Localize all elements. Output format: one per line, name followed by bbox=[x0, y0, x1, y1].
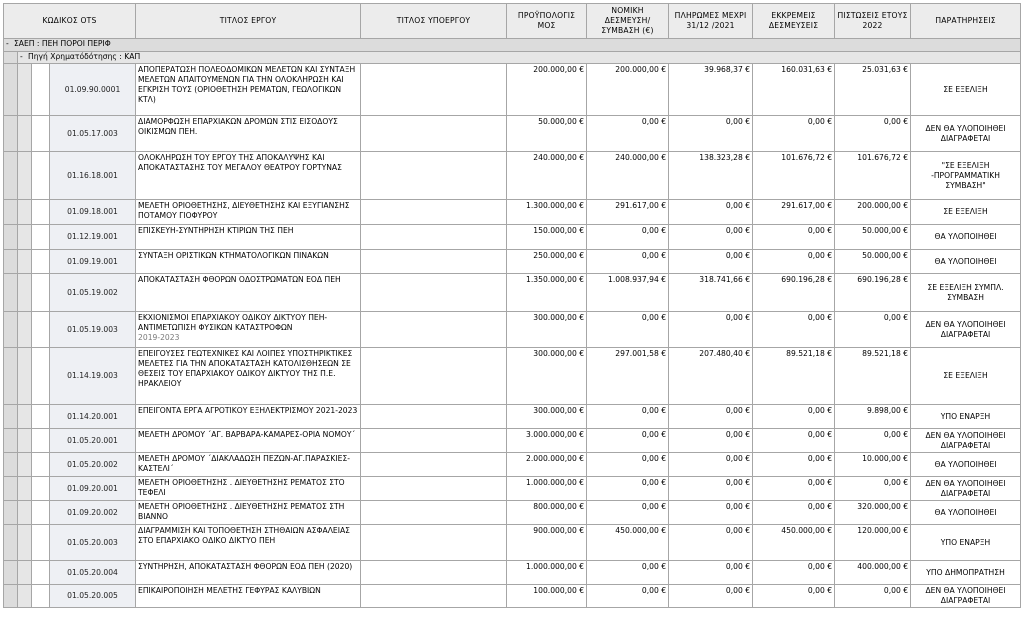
indent-cell bbox=[18, 453, 32, 477]
indent-cell bbox=[4, 405, 18, 429]
indent-cell bbox=[32, 405, 50, 429]
legal-commitment-value: 1.008.937,94 € bbox=[587, 274, 669, 312]
legal-commitment-value: 0,00 € bbox=[587, 250, 669, 274]
project-code: 01.05.19.002 bbox=[50, 274, 136, 312]
credits-value: 50.000,00 € bbox=[835, 250, 911, 274]
credits-value: 0,00 € bbox=[835, 585, 911, 608]
table-row[interactable] bbox=[4, 561, 1021, 585]
project-title-text: ΕΠΕΙΓΟΝΤΑ ΕΡΓΑ ΑΓΡΟΤΙΚΟΥ ΕΞΗΛΕΚΤΡΙΣΜΟΥ 2021-2023 bbox=[138, 406, 358, 415]
table-row[interactable] bbox=[4, 429, 1021, 453]
subproject-title bbox=[361, 64, 507, 116]
header-credits[interactable]: ΠΙΣΤΩΣΕΙΣ ΕΤΟΥΣ 2022 bbox=[835, 4, 911, 39]
subproject-title bbox=[361, 585, 507, 608]
header-subtitle[interactable]: ΤΙΤΛΟΣ ΥΠΟΕΡΓΟΥ bbox=[361, 4, 507, 39]
subproject-title bbox=[361, 453, 507, 477]
project-title-text: ΕΠΙΣΚΕΥΗ-ΣΥΝΤΗΡΗΣΗ ΚΤΙΡΙΩΝ ΤΗΣ ΠΕΗ bbox=[138, 226, 294, 235]
payments-value: 207.480,40 € bbox=[669, 348, 753, 405]
indent-cell bbox=[18, 525, 32, 561]
budget-value: 300.000,00 € bbox=[507, 348, 587, 405]
group-row bbox=[4, 39, 1021, 52]
table-row[interactable] bbox=[4, 64, 1021, 116]
project-title bbox=[136, 561, 361, 585]
project-title bbox=[136, 348, 361, 405]
header-code[interactable]: ΚΩΔΙΚΟΣ ΟΤS bbox=[4, 4, 136, 39]
project-code: 01.09.18.001 bbox=[50, 200, 136, 225]
pending-value: 0,00 € bbox=[753, 250, 835, 274]
indent-cell bbox=[32, 64, 50, 116]
legal-commitment-value: 0,00 € bbox=[587, 561, 669, 585]
project-title-text: ΣΥΝΤΗΡΗΣΗ, ΑΠΟΚΑΤΑΣΤΑΣΗ ΦΘΟΡΩΝ ΕΟΔ ΠΕΗ (2020) bbox=[138, 562, 353, 571]
subproject-title bbox=[361, 200, 507, 225]
project-title-text: ΕΠΙΚΑΙΡΟΠΟΙΗΣΗ ΜΕΛΕΤΗΣ ΓΕΦΥΡΑΣ ΚΑΛΥΒΙΩΝ bbox=[138, 586, 321, 595]
table-row[interactable] bbox=[4, 525, 1021, 561]
indent-cell bbox=[4, 477, 18, 501]
project-title bbox=[136, 225, 361, 250]
credits-value: 400.000,00 € bbox=[835, 561, 911, 585]
project-title-text: ΜΕΛΕΤΗ ΔΡΟΜΟΥ ΄ΔΙΑΚΛΑΔΩΣΗ ΠΕΖΩΝ-ΑΓ.ΠΑΡΑΣΚΙΕΣ-ΚΑΣΤΕΛΙ΄ bbox=[138, 454, 350, 473]
indent-cell bbox=[18, 200, 32, 225]
project-code: 01.16.18.001 bbox=[50, 152, 136, 200]
pending-value: 0,00 € bbox=[753, 585, 835, 608]
indent-cell bbox=[32, 152, 50, 200]
legal-commitment-value: 0,00 € bbox=[587, 405, 669, 429]
project-title bbox=[136, 274, 361, 312]
pending-value: 89.521,18 € bbox=[753, 348, 835, 405]
indent-cell bbox=[4, 225, 18, 250]
notes-value: ΔΕΝ ΘΑ ΥΛΟΠΟΙΗΘΕΙ ΔΙΑΓΡΑΦΕΤΑΙ bbox=[911, 585, 1021, 608]
pending-value: 0,00 € bbox=[753, 477, 835, 501]
indent-cell bbox=[4, 116, 18, 152]
credits-value: 320.000,00 € bbox=[835, 501, 911, 525]
indent-cell bbox=[32, 116, 50, 152]
subproject-title bbox=[361, 152, 507, 200]
group-label: ΣΑΕΠ : ΠΕΗ ΠΟΡΟΙ ΠΕΡΙΦ bbox=[14, 39, 111, 48]
indent-cell bbox=[18, 116, 32, 152]
credits-value: 0,00 € bbox=[835, 429, 911, 453]
payments-value: 0,00 € bbox=[669, 312, 753, 348]
project-code: 01.09.19.001 bbox=[50, 250, 136, 274]
project-code: 01.05.20.004 bbox=[50, 561, 136, 585]
payments-value: 0,00 € bbox=[669, 453, 753, 477]
payments-value: 0,00 € bbox=[669, 585, 753, 608]
project-title bbox=[136, 312, 361, 348]
budget-value: 800.000,00 € bbox=[507, 501, 587, 525]
budget-value: 150.000,00 € bbox=[507, 225, 587, 250]
header-legal-commitment[interactable]: ΝΟΜΙΚΗ ΔΕΣΜΕΥΣΗ/ ΣΥΜΒΑΣΗ (€) bbox=[587, 4, 669, 39]
indent-cell bbox=[32, 250, 50, 274]
project-title bbox=[136, 477, 361, 501]
indent-cell bbox=[32, 585, 50, 608]
credits-value: 89.521,18 € bbox=[835, 348, 911, 405]
notes-value: ΔΕΝ ΘΑ ΥΛΟΠΟΙΗΘΕΙ ΔΙΑΓΡΑΦΕΤΑΙ bbox=[911, 312, 1021, 348]
notes-value: "ΣΕ ΕΞΕΛΙΞΗ -ΠΡΟΓΡΑΜΜΑΤΙΚΗ ΣΥΜΒΑΣΗ" bbox=[911, 152, 1021, 200]
indent-cell bbox=[18, 585, 32, 608]
pending-value: 0,00 € bbox=[753, 116, 835, 152]
project-title bbox=[136, 405, 361, 429]
pending-value: 101.676,72 € bbox=[753, 152, 835, 200]
project-code: 01.05.20.005 bbox=[50, 585, 136, 608]
indent-cell bbox=[32, 477, 50, 501]
indent-cell bbox=[4, 585, 18, 608]
project-title-text: ΑΠΟΚΑΤΑΣΤΑΣΗ ΦΘΟΡΩΝ ΟΔΟΣΤΡΩΜΑΤΩΝ ΕΟΔ ΠΕΗ bbox=[138, 275, 341, 284]
legal-commitment-value: 0,00 € bbox=[587, 116, 669, 152]
subproject-title bbox=[361, 405, 507, 429]
payments-value: 0,00 € bbox=[669, 116, 753, 152]
indent-cell bbox=[4, 348, 18, 405]
header-notes[interactable]: ΠΑΡΑΤΗΡΗΣΕΙΣ bbox=[911, 4, 1021, 39]
indent-cell bbox=[32, 525, 50, 561]
indent-cell bbox=[18, 312, 32, 348]
projects-table bbox=[3, 3, 1021, 608]
table-row[interactable] bbox=[4, 501, 1021, 525]
collapse-group-toggle[interactable]: - bbox=[6, 39, 9, 48]
pending-value: 0,00 € bbox=[753, 453, 835, 477]
indent-cell bbox=[18, 64, 32, 116]
subproject-title bbox=[361, 561, 507, 585]
indent-cell bbox=[4, 561, 18, 585]
indent-cell bbox=[4, 312, 18, 348]
table-row[interactable] bbox=[4, 348, 1021, 405]
credits-value: 0,00 € bbox=[835, 477, 911, 501]
notes-value: ΘΑ ΥΛΟΠΟΙΗΘΕΙ bbox=[911, 501, 1021, 525]
table-row[interactable] bbox=[4, 405, 1021, 429]
budget-value: 300.000,00 € bbox=[507, 312, 587, 348]
payments-value: 0,00 € bbox=[669, 525, 753, 561]
table-row[interactable] bbox=[4, 152, 1021, 200]
legal-commitment-value: 0,00 € bbox=[587, 453, 669, 477]
subgroup-row bbox=[4, 52, 1021, 64]
pending-value: 160.031,63 € bbox=[753, 64, 835, 116]
credits-value: 690.196,28 € bbox=[835, 274, 911, 312]
subproject-title bbox=[361, 225, 507, 250]
indent-cell bbox=[32, 561, 50, 585]
indent-cell bbox=[4, 64, 18, 116]
notes-value: ΣΕ ΕΞΕΛΙΞΗ bbox=[911, 348, 1021, 405]
indent-cell bbox=[32, 429, 50, 453]
notes-value: ΥΠΟ ΕΝΑΡΞΗ bbox=[911, 405, 1021, 429]
legal-commitment-value: 200.000,00 € bbox=[587, 64, 669, 116]
indent-cell bbox=[18, 561, 32, 585]
table-row[interactable] bbox=[4, 312, 1021, 348]
payments-value: 0,00 € bbox=[669, 250, 753, 274]
pending-value: 291.617,00 € bbox=[753, 200, 835, 225]
legal-commitment-value: 0,00 € bbox=[587, 312, 669, 348]
indent-cell bbox=[4, 274, 18, 312]
project-title-text: ΣΥΝΤΑΞΗ ΟΡΙΣΤΙΚΩΝ ΚΤΗΜΑΤΟΛΟΓΙΚΩΝ ΠΙΝΑΚΩΝ bbox=[138, 251, 329, 260]
pending-value: 0,00 € bbox=[753, 561, 835, 585]
pending-value: 0,00 € bbox=[753, 312, 835, 348]
project-title-text: ΟΛΟΚΛΗΡΩΣΗ ΤΟΥ ΕΡΓΟΥ ΤΗΣ ΑΠΟΚΑΛΥΨΗΣ ΚΑΙ ΑΠΟΚΑΤΑΣΤΑΣΗΣ ΤΟΥ ΜΕΓΑΛΟΥ ΘΕΑΤΡΟΥ ΓΟΡΤΥΝΑΣ bbox=[138, 153, 342, 172]
collapse-subgroup-toggle[interactable]: - bbox=[20, 52, 23, 61]
payments-value: 0,00 € bbox=[669, 405, 753, 429]
subproject-title bbox=[361, 312, 507, 348]
notes-value: ΣΕ ΕΞΕΛΙΞΗ bbox=[911, 200, 1021, 225]
legal-commitment-value: 0,00 € bbox=[587, 225, 669, 250]
credits-value: 0,00 € bbox=[835, 312, 911, 348]
payments-value: 0,00 € bbox=[669, 561, 753, 585]
project-title bbox=[136, 525, 361, 561]
credits-value: 10.000,00 € bbox=[835, 453, 911, 477]
table-row[interactable] bbox=[4, 585, 1021, 608]
budget-value: 50.000,00 € bbox=[507, 116, 587, 152]
indent-cell bbox=[18, 225, 32, 250]
payments-value: 0,00 € bbox=[669, 477, 753, 501]
payments-value: 0,00 € bbox=[669, 501, 753, 525]
indent-cell bbox=[18, 274, 32, 312]
subproject-title bbox=[361, 116, 507, 152]
header-title[interactable]: ΤΙΤΛΟΣ ΕΡΓΟΥ bbox=[136, 4, 361, 39]
indent-cell bbox=[18, 405, 32, 429]
project-code: 01.14.20.001 bbox=[50, 405, 136, 429]
indent-cell bbox=[18, 348, 32, 405]
budget-value: 3.000.000,00 € bbox=[507, 429, 587, 453]
credits-value: 0,00 € bbox=[835, 116, 911, 152]
legal-commitment-value: 291.617,00 € bbox=[587, 200, 669, 225]
project-title-text: ΜΕΛΕΤΗ ΟΡΙΟΘΕΤΗΣΗΣ . ΔΙΕΥΘΕΤΗΣΗΣ ΡΕΜΑΤΟΣ ΣΤΟ ΤΕΦΕΛΙ bbox=[138, 478, 345, 497]
indent-cell bbox=[4, 453, 18, 477]
indent-cell bbox=[4, 525, 18, 561]
credits-value: 120.000,00 € bbox=[835, 525, 911, 561]
notes-value: ΥΠΟ ΔΗΜΟΠΡΑΤΗΣΗ bbox=[911, 561, 1021, 585]
header-payments[interactable]: ΠΛΗΡΩΜΕΣ ΜΕΧΡΙ 31/12 /2021 bbox=[669, 4, 753, 39]
subgroup-label: Πηγή Χρηματόδότησης : ΚΑΠ bbox=[28, 52, 141, 61]
budget-value: 1.000.000,00 € bbox=[507, 477, 587, 501]
pending-value: 450.000,00 € bbox=[753, 525, 835, 561]
project-title bbox=[136, 429, 361, 453]
subproject-title bbox=[361, 477, 507, 501]
subproject-title bbox=[361, 274, 507, 312]
project-title bbox=[136, 200, 361, 225]
payments-value: 0,00 € bbox=[669, 429, 753, 453]
project-title-text: ΜΕΛΕΤΗ ΟΡΙΟΘΕΤΗΣΗΣ . ΔΙΕΥΘΕΤΗΣΗΣ ΡΕΜΑΤΟΣ ΣΤΗ ΒΙΑΝΝΟ bbox=[138, 502, 345, 521]
subproject-title bbox=[361, 501, 507, 525]
project-title-text: ΜΕΛΕΤΗ ΔΡΟΜΟΥ ΄ΑΓ. ΒΑΡΒΑΡΑ-ΚΑΜΑΡΕΣ-ΟΡΙΑ ΝΟΜΟΥ΄ bbox=[138, 430, 356, 439]
pending-value: 0,00 € bbox=[753, 225, 835, 250]
credits-value: 9.898,00 € bbox=[835, 405, 911, 429]
project-title-text: ΕΚΧΙΟΝΙΣΜΟΙ ΕΠΑΡΧΙΑΚΟΥ ΟΔΙΚΟΥ ΔΙΚΤΥΟΥ ΠΕΗ-ΑΝΤΙΜΕΤΩΠΙΣΗ ΦΥΣΙΚΩΝ ΚΑΤΑΣΤΡΟΦΩΝ bbox=[138, 313, 328, 332]
project-title bbox=[136, 501, 361, 525]
project-title-text: ΔΙΑΜΟΡΦΩΣΗ ΕΠΑΡΧΙΑΚΩΝ ΔΡΟΜΩΝ ΣΤΙΣ ΕΙΣΟΔΟΥΣ ΟΙΚΙΣΜΩΝ ΠΕΗ. bbox=[138, 117, 338, 136]
budget-value: 1.350.000,00 € bbox=[507, 274, 587, 312]
indent-cell bbox=[18, 501, 32, 525]
legal-commitment-value: 0,00 € bbox=[587, 585, 669, 608]
legal-commitment-value: 0,00 € bbox=[587, 477, 669, 501]
credits-value: 101.676,72 € bbox=[835, 152, 911, 200]
subproject-title bbox=[361, 348, 507, 405]
payments-value: 0,00 € bbox=[669, 225, 753, 250]
project-code: 01.05.20.002 bbox=[50, 453, 136, 477]
notes-value: ΥΠΟ ΕΝΑΡΞΗ bbox=[911, 525, 1021, 561]
pending-value: 0,00 € bbox=[753, 429, 835, 453]
subproject-title bbox=[361, 525, 507, 561]
payments-value: 318.741,66 € bbox=[669, 274, 753, 312]
project-title bbox=[136, 585, 361, 608]
indent-cell bbox=[32, 274, 50, 312]
project-title bbox=[136, 116, 361, 152]
notes-value: ΔΕΝ ΘΑ ΥΛΟΠΟΙΗΘΕΙ ΔΙΑΓΡΑΦΕΤΑΙ bbox=[911, 116, 1021, 152]
indent-cell bbox=[32, 200, 50, 225]
budget-value: 1.000.000,00 € bbox=[507, 561, 587, 585]
notes-value: ΣΕ ΕΞΕΛΙΞΗ bbox=[911, 64, 1021, 116]
notes-value: ΘΑ ΥΛΟΠΟΙΗΘΕΙ bbox=[911, 225, 1021, 250]
budget-value: 900.000,00 € bbox=[507, 525, 587, 561]
table-row[interactable] bbox=[4, 116, 1021, 152]
budget-value: 240.000,00 € bbox=[507, 152, 587, 200]
project-code: 01.05.20.001 bbox=[50, 429, 136, 453]
project-title-text: ΑΠΟΠΕΡΑΤΩΣΗ ΠΟΛΕΟΔΟΜΙΚΩΝ ΜΕΛΕΤΩΝ ΚΑΙ ΣΥΝΤΑΞΗ ΜΕΛΕΤΩΝ ΑΠΑΙΤΟΥΜΕΝΩΝ ΓΙΑ ΤΗΝ ΟΛΟΚΛΗΡΩΣΗ ΚΑΙ ΕΓΚΡΙΣΗ ΤΟΥΣ (ΟΡΙΟΘΕΤΗΣΗ ΡΕΜΑΤΩΝ, ΓΕΩΛΟΓΙΚΩΝ ΚΤΛ) bbox=[138, 65, 356, 104]
budget-value: 1.300.000,00 € bbox=[507, 200, 587, 225]
indent-cell bbox=[4, 152, 18, 200]
table-row[interactable] bbox=[4, 477, 1021, 501]
subproject-title bbox=[361, 429, 507, 453]
legal-commitment-value: 0,00 € bbox=[587, 429, 669, 453]
project-title-text: ΔΙΑΓΡΑΜΜΙΣΗ ΚΑΙ ΤΟΠΟΘΕΤΗΣΗ ΣΤΗΘΑΙΩΝ ΑΣΦΑΛΕΙΑΣ ΣΤΟ ΕΠΑΡΧΙΑΚΟ ΟΔΙΚΟ ΔΙΚΤΥΟ ΠΕΗ bbox=[138, 526, 350, 545]
project-title bbox=[136, 250, 361, 274]
indent-cell bbox=[18, 429, 32, 453]
payments-value: 138.323,28 € bbox=[669, 152, 753, 200]
table-row[interactable] bbox=[4, 225, 1021, 250]
budget-value: 100.000,00 € bbox=[507, 585, 587, 608]
indent-cell bbox=[32, 225, 50, 250]
project-code: 01.09.90.0001 bbox=[50, 64, 136, 116]
credits-value: 200.000,00 € bbox=[835, 200, 911, 225]
indent-cell bbox=[4, 429, 18, 453]
budget-value: 200.000,00 € bbox=[507, 64, 587, 116]
notes-value: ΔΕΝ ΘΑ ΥΛΟΠΟΙΗΘΕΙ ΔΙΑΓΡΑΦΕΤΑΙ bbox=[911, 429, 1021, 453]
budget-value: 250.000,00 € bbox=[507, 250, 587, 274]
credits-value: 25.031,63 € bbox=[835, 64, 911, 116]
indent-cell bbox=[4, 200, 18, 225]
project-title-text: ΕΠΕΙΓΟΥΣΕΣ ΓΕΩΤΕΧΝΙΚΕΣ ΚΑΙ ΛΟΙΠΕΣ ΥΠΟΣΤΗΡΙΚΤΙΚΕΣ ΜΕΛΕΤΕΣ ΓΙΑ ΤΗΝ ΑΠΟΚΑΤΑΣΤΑΣΗ ΚΑΤΟΛΙΣΘΗΣΕΩΝ ΣΕ ΘΕΣΕΙΣ ΤΟΥ ΕΠΑΡΧΙΑΚΟΥ ΟΔΙΚΟΥ ΔΙΚΤΥΟΥ ΤΗΣ Π.Ε. ΗΡΑΚΛΕΙΟΥ bbox=[138, 349, 353, 388]
credits-value: 50.000,00 € bbox=[835, 225, 911, 250]
notes-value: ΘΑ ΥΛΟΠΟΙΗΘΕΙ bbox=[911, 250, 1021, 274]
project-code: 01.05.20.003 bbox=[50, 525, 136, 561]
project-title bbox=[136, 453, 361, 477]
indent-cell bbox=[18, 152, 32, 200]
project-code: 01.05.19.003 bbox=[50, 312, 136, 348]
header-budget[interactable]: ΠΡΟΫΠΟΛΟΓΙΣ ΜΟΣ bbox=[507, 4, 587, 39]
payments-value: 39.968,37 € bbox=[669, 64, 753, 116]
table-row[interactable] bbox=[4, 274, 1021, 312]
indent-cell bbox=[4, 250, 18, 274]
pending-value: 0,00 € bbox=[753, 501, 835, 525]
subproject-title bbox=[361, 250, 507, 274]
project-title bbox=[136, 152, 361, 200]
table-row[interactable] bbox=[4, 250, 1021, 274]
legal-commitment-value: 297.001,58 € bbox=[587, 348, 669, 405]
project-title-text: ΜΕΛΕΤΗ ΟΡΙΟΘΕΤΗΣΗΣ, ΔΙΕΥΘΕΤΗΣΗΣ ΚΑΙ ΕΞΥΓΙΑΝΣΗΣ ΠΟΤΑΜΟΥ ΓΙΟΦΥΡΟΥ bbox=[138, 201, 350, 220]
project-title bbox=[136, 64, 361, 116]
notes-value: ΔΕΝ ΘΑ ΥΛΟΠΟΙΗΘΕΙ ΔΙΑΓΡΑΦΕΤΑΙ bbox=[911, 477, 1021, 501]
budget-value: 2.000.000,00 € bbox=[507, 453, 587, 477]
project-title-subline: 2019-2023 bbox=[138, 333, 180, 342]
indent-cell bbox=[32, 312, 50, 348]
legal-commitment-value: 450.000,00 € bbox=[587, 525, 669, 561]
indent-cell bbox=[32, 501, 50, 525]
indent-cell bbox=[32, 348, 50, 405]
project-code: 01.14.19.003 bbox=[50, 348, 136, 405]
indent-cell bbox=[4, 501, 18, 525]
project-code: 01.12.19.001 bbox=[50, 225, 136, 250]
table-row[interactable] bbox=[4, 453, 1021, 477]
pending-value: 0,00 € bbox=[753, 405, 835, 429]
project-code: 01.09.20.002 bbox=[50, 501, 136, 525]
payments-value: 0,00 € bbox=[669, 200, 753, 225]
project-code: 01.05.17.003 bbox=[50, 116, 136, 152]
table-row[interactable] bbox=[4, 200, 1021, 225]
project-code: 01.09.20.001 bbox=[50, 477, 136, 501]
indent-cell bbox=[32, 453, 50, 477]
budget-value: 300.000,00 € bbox=[507, 405, 587, 429]
notes-value: ΣΕ ΕΞΕΛΙΞΗ ΣΥΜΠΛ. ΣΥΜΒΑΣΗ bbox=[911, 274, 1021, 312]
pending-value: 690.196,28 € bbox=[753, 274, 835, 312]
header-pending[interactable]: ΕΚΚΡΕΜΕΙΣ ΔΕΣΜΕΥΣΕΙΣ bbox=[753, 4, 835, 39]
indent-cell bbox=[18, 250, 32, 274]
legal-commitment-value: 0,00 € bbox=[587, 501, 669, 525]
notes-value: ΘΑ ΥΛΟΠΟΙΗΘΕΙ bbox=[911, 453, 1021, 477]
indent-cell bbox=[18, 477, 32, 501]
legal-commitment-value: 240.000,00 € bbox=[587, 152, 669, 200]
